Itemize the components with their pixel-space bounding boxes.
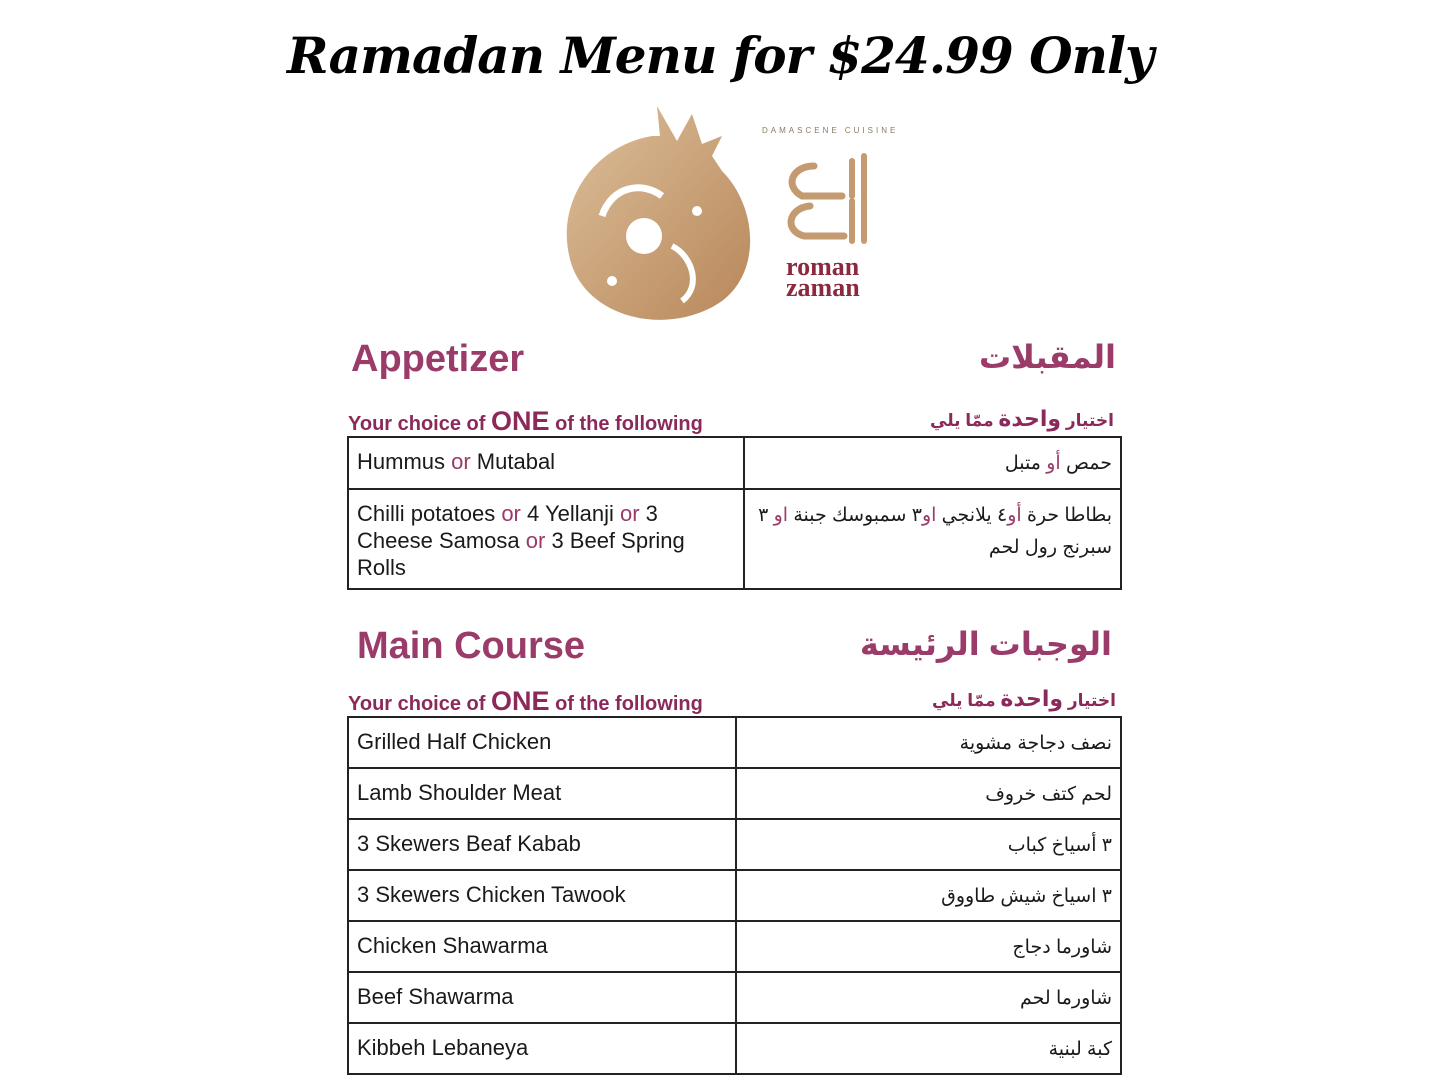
menu-item-ar: ٣ أسياخ كباب [736,819,1121,870]
or-connector: او [773,505,789,526]
menu-item-ar: كبة لبنية [736,1023,1121,1074]
choice-big: ONE [490,406,550,436]
appetizer-title-en: Appetizer [351,338,525,380]
choice-ar-pre: اختيار [1067,691,1116,710]
choice-post: of the following [555,413,703,435]
item-text: 3 Cheese Samosa [357,501,658,553]
main-course-choice-ar [932,686,1116,712]
or-connector: or [619,501,640,526]
choice-pre: Your choice of [348,413,486,435]
item-text: ٣ سبرنج رول لحم [758,505,1112,558]
or-connector: or [451,449,471,474]
menu-item-ar: شاورما دجاج [736,921,1121,972]
item-text: ٣ سمبوسك جبنة [788,505,922,526]
table-row [348,717,1121,768]
item-text: Chilli potatoes [357,501,502,526]
or-connector: أو [1007,505,1022,526]
page-title: Ramadan Menu for $24.99 Only [286,26,1154,85]
menu-item-ar [744,489,1121,589]
item-text: Hummus [357,449,452,474]
table-row [348,819,1121,870]
item-text: بطاطا حرة [1021,505,1112,526]
table-row [348,437,1121,489]
menu-item-en: Grilled Half Chicken [348,717,736,768]
menu-item-en: Lamb Shoulder Meat [348,768,736,819]
table-row [348,972,1121,1023]
menu-item-ar: ٣ اسياخ شيش طاووق [736,870,1121,921]
table-row [348,1023,1121,1074]
menu-item-en [348,437,744,489]
menu-item-en [348,489,744,589]
table-row [348,870,1121,921]
appetizer-title-ar: المقبلات [979,339,1116,375]
or-connector: or [525,528,546,553]
choice-ar-post: ممّا يلي [932,691,996,710]
choice-ar-pre: اختيار [1065,411,1114,430]
brand-name-line2: zaman [786,273,860,302]
menu-item-en: Chicken Shawarma [348,921,736,972]
main-course-title-en: Main Course [357,625,586,667]
main-course-title-ar: الوجبات الرئيسة [859,626,1112,662]
appetizer-choice-en [348,406,703,437]
table-row [348,489,1121,589]
table-row [348,921,1121,972]
brand-tagline: DAMASCENE CUISINE [762,126,899,135]
menu-item-ar [744,437,1121,489]
main-course-table [347,716,1122,1075]
or-connector: or [501,501,521,526]
brand-name-line1: roman [786,252,860,281]
choice-ar-big: واحدة [1000,686,1064,711]
choice-ar-big: واحدة [998,406,1062,431]
choice-pre: Your choice of [348,693,486,715]
choice-ar-post: ممّا يلي [930,411,994,430]
item-text: 4 Yellanji [520,501,620,526]
menu-item-en: Beef Shawarma [348,972,736,1023]
menu-item-en: 3 Skewers Chicken Tawook [348,870,736,921]
table-row [348,768,1121,819]
menu-item-ar: نصف دجاجة مشوية [736,717,1121,768]
item-text: متبل [1004,453,1047,474]
item-text: ٤ يلانجي [936,505,1008,526]
appetizer-table [347,436,1122,590]
menu-item-en: 3 Skewers Beaf Kabab [348,819,736,870]
choice-big: ONE [490,686,550,716]
brand-name [786,252,860,302]
menu-item-ar: شاورما لحم [736,972,1121,1023]
menu-item-en: Kibbeh Lebaneya [348,1023,736,1074]
item-text: حمص [1060,453,1112,474]
menu-item-ar: لحم كتف خروف [736,768,1121,819]
or-connector: أو [1046,453,1061,474]
item-text: Mutabal [470,449,556,474]
appetizer-choice-ar [930,406,1114,432]
main-course-choice-en [348,686,703,717]
item-text: 3 Beef Spring Rolls [357,528,685,580]
choice-post: of the following [555,693,703,715]
or-connector: او [921,505,937,526]
